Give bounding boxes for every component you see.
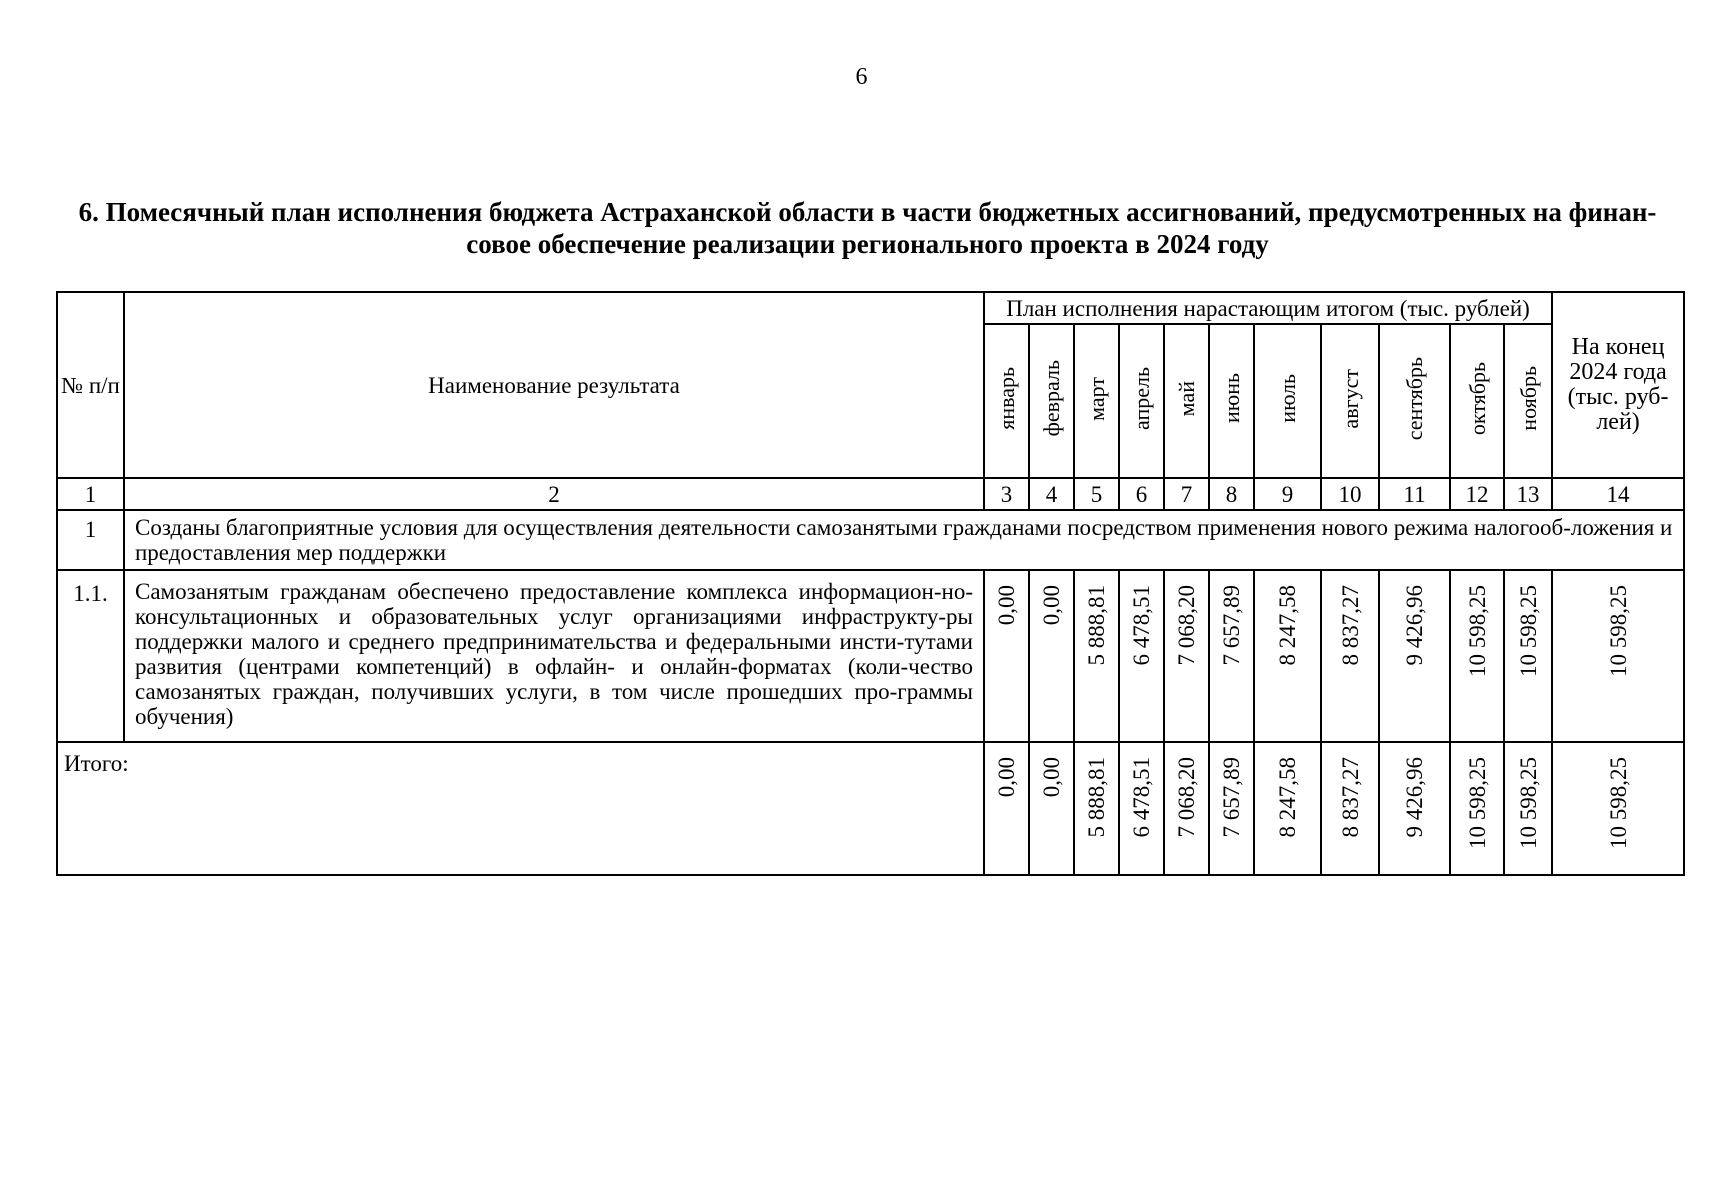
month-header xyxy=(1209,324,1254,478)
total-value-cell xyxy=(984,742,1029,875)
total-value: 10 598,25 xyxy=(1515,757,1541,849)
month-header xyxy=(1254,324,1321,478)
column-number: 14 xyxy=(1552,478,1684,510)
month-label: сентябрь xyxy=(1402,356,1427,441)
month-header xyxy=(1074,324,1119,478)
total-value: 5 888,81 xyxy=(1084,757,1109,838)
month-header xyxy=(1504,324,1552,478)
column-number: 7 xyxy=(1164,478,1209,510)
item-value: 10 598,25 xyxy=(1515,585,1541,677)
total-value-cell xyxy=(1321,742,1379,875)
item-value-cell xyxy=(1029,570,1074,742)
total-value-cell xyxy=(1164,742,1209,875)
column-number: 8 xyxy=(1209,478,1254,510)
column-number: 11 xyxy=(1379,478,1450,510)
item-value-cell xyxy=(1379,570,1450,742)
item-value: 9 426,96 xyxy=(1402,585,1427,666)
item-value-cell xyxy=(1119,570,1164,742)
group-row xyxy=(57,510,1684,570)
item-row xyxy=(57,570,1684,742)
group-title: Созданы благоприятные условия для осуществления деятельности самозанятыми гражданами посредством применения нового режима налогооб-ложения и предоставления мер поддержки xyxy=(124,510,1684,570)
item-num: 1.1. xyxy=(57,570,124,742)
month-label: февраль xyxy=(1039,360,1064,437)
column-number: 4 xyxy=(1029,478,1074,510)
column-number: 2 xyxy=(124,478,984,510)
plan-header: План исполнения нарастающим итогом (тыс. рублей) xyxy=(984,292,1552,324)
total-value: 7 657,89 xyxy=(1219,757,1244,838)
month-header xyxy=(984,324,1029,478)
total-value-cell xyxy=(1379,742,1450,875)
total-value-cell xyxy=(1029,742,1074,875)
total-value-final: 10 598,25 xyxy=(1605,757,1631,849)
total-value-cell xyxy=(1119,742,1164,875)
month-label: июнь xyxy=(1219,373,1244,424)
total-value: 10 598,25 xyxy=(1464,757,1490,849)
month-label: май xyxy=(1174,380,1199,417)
budget-plan-table xyxy=(56,291,1685,876)
item-value-cell xyxy=(1164,570,1209,742)
total-value: 7 068,20 xyxy=(1174,757,1199,838)
column-number: 3 xyxy=(984,478,1029,510)
total-value-cell xyxy=(1209,742,1254,875)
item-value: 0,00 xyxy=(994,585,1019,626)
item-value-cell xyxy=(1450,570,1504,742)
item-value-cell xyxy=(984,570,1029,742)
total-value-cell xyxy=(1074,742,1119,875)
month-label: март xyxy=(1084,376,1109,421)
total-value: 0,00 xyxy=(994,757,1019,798)
column-number: 10 xyxy=(1321,478,1379,510)
item-value: 0,00 xyxy=(1039,585,1064,626)
month-label: июль xyxy=(1275,374,1300,423)
total-value: 0,00 xyxy=(1039,757,1064,798)
item-value: 5 888,81 xyxy=(1084,585,1109,666)
month-header xyxy=(1321,324,1379,478)
column-number: 13 xyxy=(1504,478,1552,510)
column-number: 1 xyxy=(57,478,124,510)
item-value-final: 10 598,25 xyxy=(1605,585,1631,677)
column-number: 5 xyxy=(1074,478,1119,510)
item-value-cell xyxy=(1209,570,1254,742)
month-header xyxy=(1379,324,1450,478)
total-value-final-cell xyxy=(1552,742,1684,875)
month-label: август xyxy=(1337,368,1363,429)
total-label: Итого: xyxy=(57,742,984,875)
page-number: 6 xyxy=(855,64,868,90)
item-value: 10 598,25 xyxy=(1464,585,1490,677)
total-value-cell xyxy=(1450,742,1504,875)
month-label: апрель xyxy=(1129,366,1154,431)
item-value: 8 837,27 xyxy=(1337,585,1363,666)
item-value-cell xyxy=(1321,570,1379,742)
item-value: 6 478,51 xyxy=(1129,585,1154,666)
item-value: 7 068,20 xyxy=(1174,585,1199,666)
col-num-header: № п/п xyxy=(57,292,124,478)
item-value-final-cell xyxy=(1552,570,1684,742)
column-number: 12 xyxy=(1450,478,1504,510)
item-value-cell xyxy=(1254,570,1321,742)
month-header xyxy=(1450,324,1504,478)
total-value: 8 837,27 xyxy=(1337,757,1363,838)
total-value-cell xyxy=(1504,742,1552,875)
item-text: Самозанятым гражданам обеспечено предоставление комплекса информацион-но-консультационных и образовательных услуг организациями инфраструкту-ры поддержки малого и среднего предпринимательства и федеральными инсти-тутами развития (центрами компетенций) в офлайн- и онлайн-форматах (коли-чество самозанятых граждан, получивших услуги, в том числе прошедших про-граммы обучения) xyxy=(124,570,984,742)
title-line-2: совое обеспечение реализации регионального проекта в 2024 году xyxy=(466,229,1269,259)
group-num: 1 xyxy=(57,510,124,570)
item-value: 8 247,58 xyxy=(1275,585,1300,666)
title-line-1: 6. Помесячный план исполнения бюджета Астраханской области в части бюджетных ассигнований, предусмотренных на финан- xyxy=(78,197,1657,227)
month-label: октябрь xyxy=(1464,361,1490,436)
total-value: 9 426,96 xyxy=(1402,757,1427,838)
month-header xyxy=(1029,324,1074,478)
col-name-header: Наименование результата xyxy=(124,292,984,478)
final-header: На конец 2024 года (тыс. руб-лей) xyxy=(1552,292,1684,478)
month-label: январь xyxy=(994,367,1019,430)
total-value: 6 478,51 xyxy=(1129,757,1154,838)
item-value-cell xyxy=(1504,570,1552,742)
total-value: 8 247,58 xyxy=(1275,757,1300,838)
item-value-cell xyxy=(1074,570,1119,742)
column-number: 9 xyxy=(1254,478,1321,510)
total-value-cell xyxy=(1254,742,1321,875)
page-title xyxy=(55,196,1680,260)
column-numbers-row xyxy=(57,478,1684,510)
column-number: 6 xyxy=(1119,478,1164,510)
month-header xyxy=(1119,324,1164,478)
month-label: ноябрь xyxy=(1515,366,1541,431)
total-row xyxy=(57,742,1684,875)
item-value: 7 657,89 xyxy=(1219,585,1244,666)
month-header xyxy=(1164,324,1209,478)
